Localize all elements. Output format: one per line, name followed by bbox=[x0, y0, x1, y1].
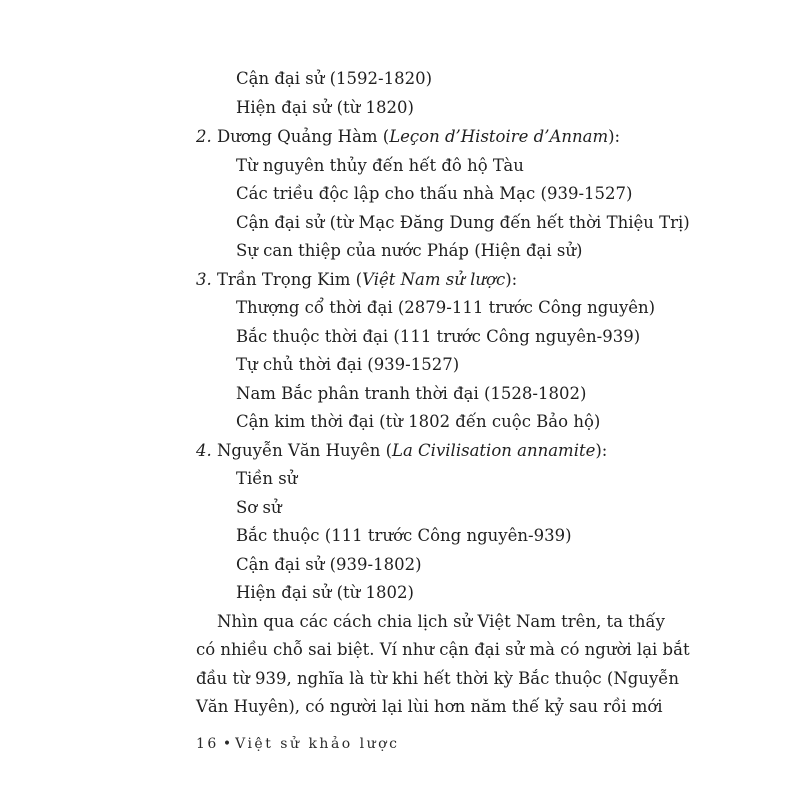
list-heading-item-4 bbox=[196, 440, 607, 462]
list-line: Hiện đại sử (từ 1820) bbox=[236, 98, 414, 117]
item-work-title: Leçon d’Histoire d’Annam bbox=[389, 127, 609, 146]
list-line: Nam Bắc phân tranh thời đại (1528-1802) bbox=[236, 384, 587, 403]
item-author: Nguyễn Văn Huyên ( bbox=[211, 441, 393, 460]
item-author: Trần Trọng Kim ( bbox=[211, 270, 363, 289]
list-line: Cận đại sử (939-1802) bbox=[236, 555, 422, 574]
list-line: Hiện đại sử (từ 1802) bbox=[236, 583, 414, 602]
footer-bullet: • bbox=[222, 736, 232, 752]
paragraph-line: đầu từ 939, nghĩa là từ khi hết thời kỳ Bắc thuộc (Nguyễn bbox=[196, 669, 680, 688]
item-number: 4. bbox=[196, 441, 212, 460]
list-line: Thượng cổ thời đại (2879-111 trước Công nguyên) bbox=[236, 298, 656, 317]
item-close: ): bbox=[608, 127, 621, 146]
list-line: Tiền sử bbox=[236, 469, 298, 488]
list-heading-item-3 bbox=[196, 269, 517, 291]
list-line: Từ nguyên thủy đến hết đô hộ Tàu bbox=[236, 156, 524, 175]
item-close: ): bbox=[505, 270, 518, 289]
list-line: Các triều độc lập cho thấu nhà Mạc (939-1527) bbox=[236, 184, 633, 203]
list-heading-item-2 bbox=[196, 126, 620, 148]
list-line: Bắc thuộc (111 trước Công nguyên-939) bbox=[236, 526, 572, 545]
list-line: Sơ sử bbox=[236, 498, 282, 517]
item-number: 2. bbox=[196, 127, 212, 146]
list-line: Sự can thiệp của nước Pháp (Hiện đại sử) bbox=[236, 241, 583, 260]
item-author: Dương Quảng Hàm ( bbox=[211, 127, 390, 146]
item-work-title: Việt Nam sử lược bbox=[362, 270, 506, 289]
list-line: Bắc thuộc thời đại (111 trước Công nguyên-939) bbox=[236, 327, 641, 346]
book-title: Việt sử khảo lược bbox=[235, 736, 400, 752]
list-line: Cận đại sử (1592-1820) bbox=[236, 69, 433, 88]
item-work-title: La Civilisation annamite bbox=[392, 441, 596, 460]
paragraph-line: Văn Huyên), có người lại lùi hơn năm thế kỷ sau rồi mới bbox=[196, 697, 663, 716]
item-number: 3. bbox=[196, 270, 212, 289]
item-close: ): bbox=[595, 441, 608, 460]
list-line: Cận đại sử (từ Mạc Đăng Dung đến hết thời Thiệu Trị) bbox=[236, 213, 690, 232]
page-footer bbox=[196, 735, 399, 753]
page-number: 16 bbox=[196, 736, 219, 752]
paragraph-line: có nhiều chỗ sai biệt. Ví như cận đại sử mà có người lại bắt bbox=[196, 640, 690, 659]
paragraph-line: Nhìn qua các cách chia lịch sử Việt Nam trên, ta thấy bbox=[196, 612, 665, 631]
list-line: Tự chủ thời đại (939-1527) bbox=[236, 355, 460, 374]
list-line: Cận kim thời đại (từ 1802 đến cuộc Bảo hộ) bbox=[236, 412, 601, 431]
